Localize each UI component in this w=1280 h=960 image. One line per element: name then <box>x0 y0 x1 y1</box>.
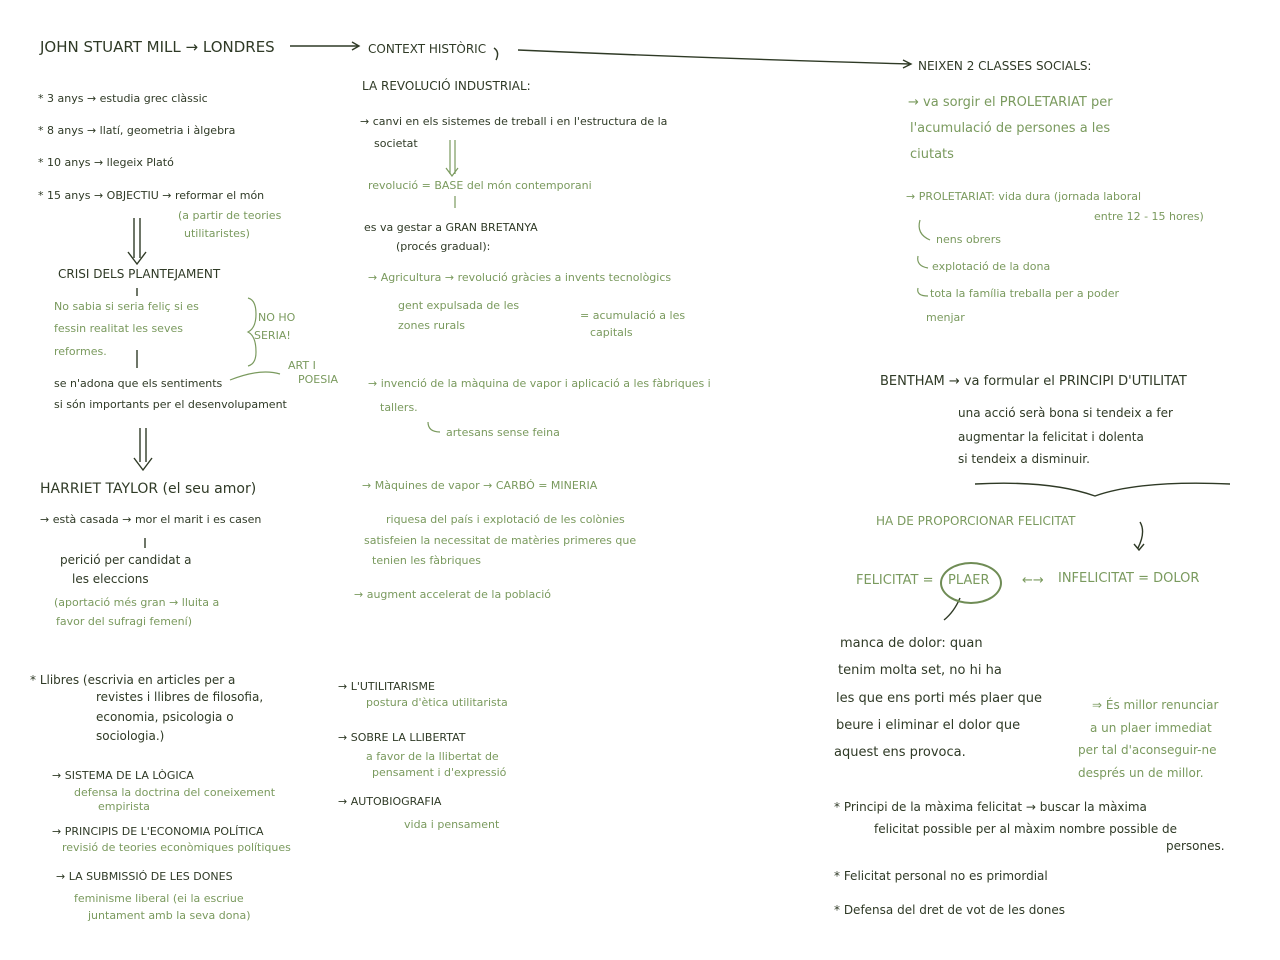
lack-line: les que ens porti més plaer que <box>836 691 1043 706</box>
lack-line: tenim molta set, no hi ha <box>838 663 1002 678</box>
prole-line: → va sorgir el PROLETARIAT per <box>908 95 1113 110</box>
prole-life: → PROLETARIAT: vida dura (jornada laboral <box>906 190 1142 203</box>
colonies-line: riquesa del país i explotació de les colònies <box>386 513 625 526</box>
capital-note: = acumulació a les <box>580 309 686 322</box>
capital-note: capitals <box>590 326 633 339</box>
better-line: per tal d'aconseguir-ne <box>1078 743 1217 757</box>
better-line: després un de millor. <box>1078 766 1204 780</box>
prole-kids: nens obrers <box>936 233 1001 246</box>
harriet-line: → està casada → mor el marit i es casen <box>40 513 262 526</box>
personal-line: * Felicitat personal no es primordial <box>834 869 1048 883</box>
change-line: → canvi en els sistemes de treball i en l'estructura de la <box>360 115 668 128</box>
age-item: * 8 anys → llatí, geometria i àlgebra <box>38 124 236 137</box>
books-line: economia, psicologia o <box>96 710 234 724</box>
equation-left: FELICITAT = <box>856 573 934 588</box>
better-line: ⇒ És millor renunciar <box>1092 698 1219 712</box>
work-desc: defensa la doctrina del coneixement <box>74 786 276 799</box>
objective-note: (a partir de teories <box>178 209 282 222</box>
change-line: societat <box>374 137 418 150</box>
colonies-line: satisfeien la necessitat de matèries primeres que <box>364 534 637 547</box>
age-item: * 15 anys → OBJECTIU → reformar el món <box>38 189 265 202</box>
agri-line: → Agricultura → revolució gràcies a invents tecnològics <box>368 271 672 284</box>
steam-line: → invenció de la màquina de vapor i aplicació a les fàbriques i <box>368 377 711 390</box>
bentham-desc: augmentar la felicitat i dolenta <box>958 430 1144 444</box>
books-line: * Llibres (escrivia en articles per a <box>30 673 236 687</box>
vote-line: * Defensa del dret de vot de les dones <box>834 903 1065 917</box>
lack-line: manca de dolor: quan <box>840 636 983 651</box>
work-desc: revisió de teories econòmiques polítiques <box>62 841 291 854</box>
context-title: CONTEXT HISTÒRIC <box>368 42 487 56</box>
art-note: ART I <box>288 359 316 372</box>
harriet-note: favor del sufragi femení) <box>56 615 192 628</box>
work-title: → SISTEMA DE LA LÒGICA <box>52 769 194 782</box>
agri-note: zones rurals <box>398 319 466 332</box>
base-line: revolució = BASE del món contemporani <box>368 179 592 192</box>
harriet-note: (aportació més gran → lluita a <box>54 596 220 609</box>
population-line: → augment accelerat de la població <box>354 588 552 601</box>
machines-line: → Màquines de vapor → CARBÓ = MINERIA <box>362 479 598 492</box>
prole-family: tota la família treballa per a poder <box>930 287 1120 300</box>
art-note: POESIA <box>298 373 338 386</box>
books-line: sociologia.) <box>96 729 165 743</box>
harriet-title: HARRIET TAYLOR (el seu amor) <box>40 481 257 497</box>
crisis-title: CRISI DELS PLANTEJAMENT <box>58 267 221 281</box>
revolution-title: LA REVOLUCIÓ INDUSTRIAL: <box>362 79 531 93</box>
bentham-desc: si tendeix a disminuir. <box>958 452 1090 466</box>
crisis-side: NO HO <box>258 311 296 324</box>
work-desc: vida i pensament <box>404 818 500 831</box>
max-line: felicitat possible per al màxim nombre possible de <box>874 822 1178 836</box>
agri-note: gent expulsada de les <box>398 299 520 312</box>
better-line: a un plaer immediat <box>1090 721 1212 735</box>
crisis-line: fessin realitat les seves <box>54 322 183 335</box>
gb-line: es va gestar a GRAN BRETANYA <box>364 221 538 234</box>
classes-title: NEIXEN 2 CLASSES SOCIALS: <box>918 59 1092 73</box>
jsm-title: JOHN STUART MILL → LONDRES <box>40 38 275 56</box>
gb-line: (procés gradual): <box>396 240 491 253</box>
prole-line: ciutats <box>910 147 954 162</box>
harriet-line: les eleccions <box>72 572 149 586</box>
steam-line: tallers. <box>380 401 418 414</box>
artisans-note: artesans sense feina <box>446 426 560 439</box>
lack-line: beure i eliminar el dolor que <box>836 718 1021 733</box>
work-desc: pensament i d'expressió <box>372 766 507 779</box>
work-desc: juntament amb la seva dona) <box>88 909 251 922</box>
books-line: revistes i llibres de filosofia, <box>96 690 264 704</box>
crisis-side: SERIA! <box>254 329 291 342</box>
objective-note: utilitaristes) <box>184 227 250 240</box>
age-item: * 3 anys → estudia grec clàssic <box>38 92 208 105</box>
work-title: → PRINCIPIS DE L'ECONOMIA POLÍTICA <box>52 825 264 838</box>
harriet-line: perició per candidat a <box>60 553 192 567</box>
bentham-title: BENTHAM → va formular el PRINCIPI D'UTILITAT <box>880 374 1187 389</box>
max-line: persones. <box>1166 839 1225 853</box>
prole-family: menjar <box>926 311 965 324</box>
work-desc: empirista <box>98 800 150 813</box>
work-desc: feminisme liberal (ei la escriue <box>74 892 244 905</box>
age-item: * 10 anys → llegeix Plató <box>38 156 174 169</box>
prole-life: entre 12 - 15 hores) <box>1094 210 1204 223</box>
prole-line: l'acumulació de persones a les <box>910 121 1111 136</box>
crisis-line: No sabia si seria feliç si es <box>54 300 199 313</box>
work-desc: postura d'ètica utilitarista <box>366 696 508 709</box>
work-title: → LA SUBMISSIÓ DE LES DONES <box>56 870 233 883</box>
work-title: → AUTOBIOGRAFIA <box>338 795 442 808</box>
sentiments-line: se n'adona que els sentiments <box>54 377 223 390</box>
bentham-desc: una acció serà bona si tendeix a fer <box>958 406 1173 420</box>
happiness-title: HA DE PROPORCIONAR FELICITAT <box>876 514 1076 528</box>
work-title: → SOBRE LA LLIBERTAT <box>338 731 466 744</box>
equation-arrow: ←→ <box>1022 573 1044 588</box>
work-title: → L'UTILITARISME <box>338 680 435 693</box>
equation-right: INFELICITAT = DOLOR <box>1058 571 1200 586</box>
work-desc: a favor de la llibertat de <box>366 750 499 763</box>
lack-line: aquest ens provoca. <box>834 745 966 760</box>
crisis-line: reformes. <box>54 345 107 358</box>
prole-women: explotació de la dona <box>932 260 1051 273</box>
max-line: * Principi de la màxima felicitat → buscar la màxima <box>834 800 1147 814</box>
sentiments-line: si són importants per el desenvolupament <box>54 398 287 411</box>
equation-pleasure: PLAER <box>948 573 990 588</box>
colonies-line: tenien les fàbriques <box>372 554 482 567</box>
